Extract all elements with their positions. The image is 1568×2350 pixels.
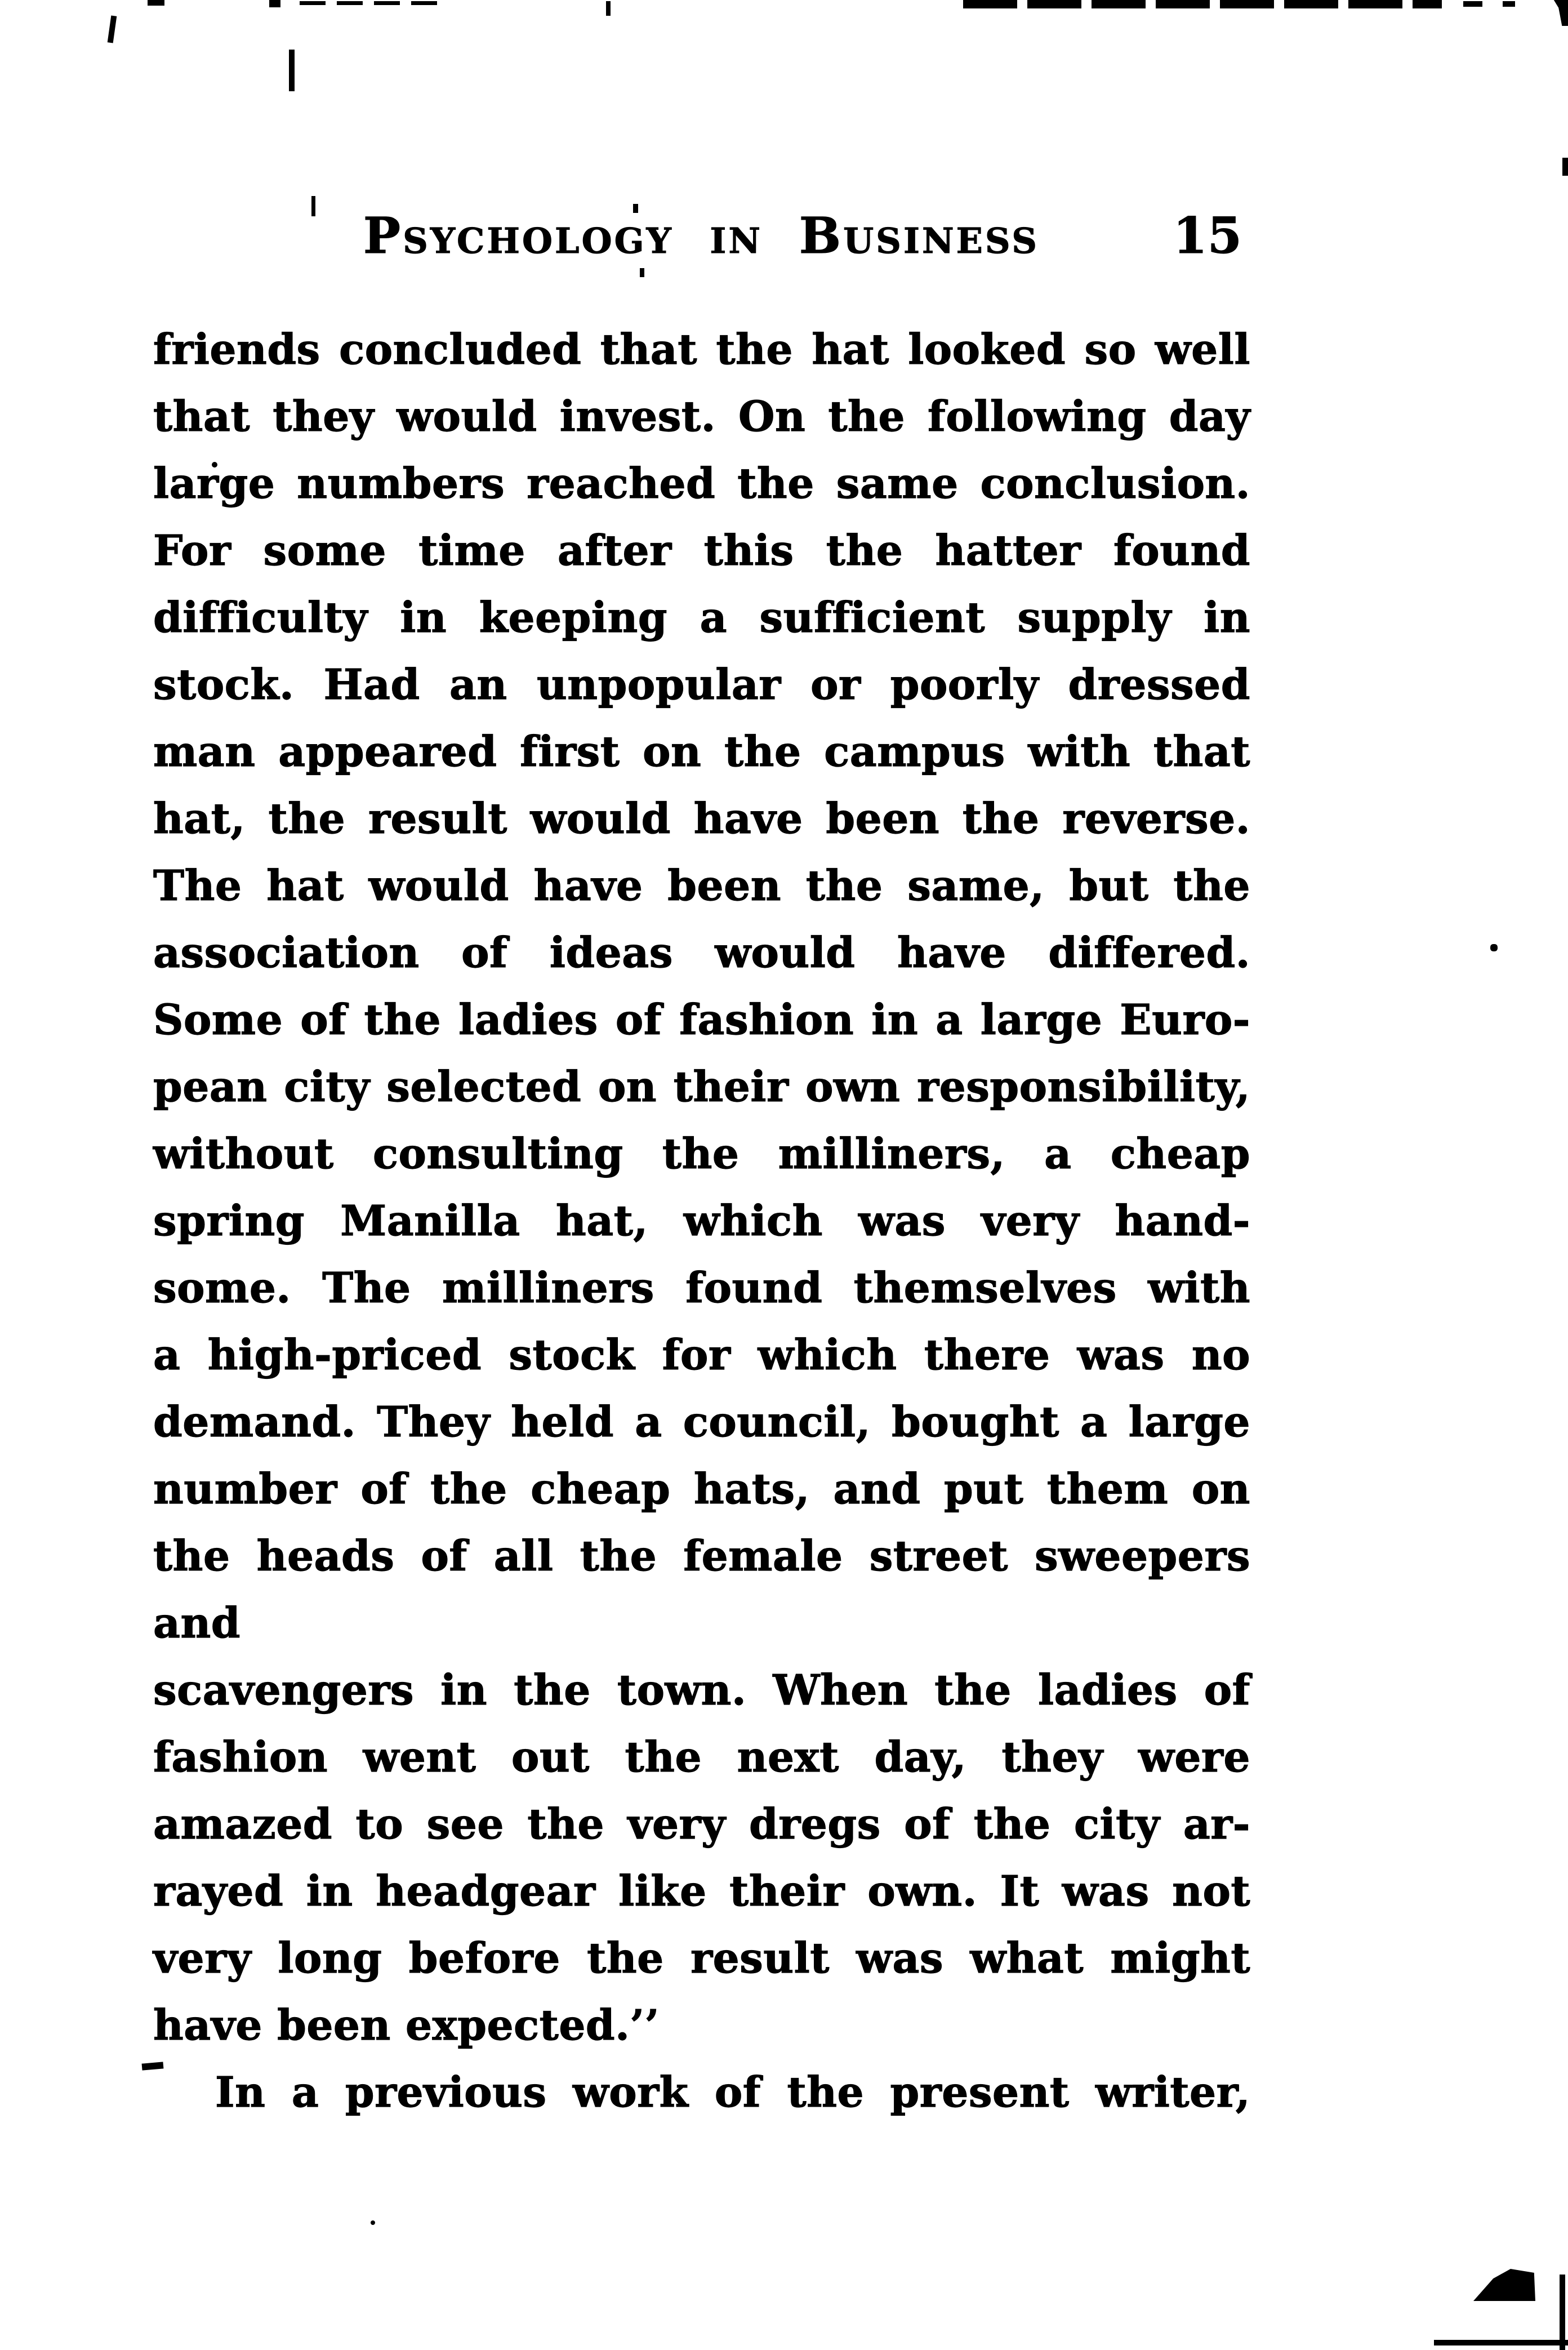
text-line: scavengers in the town. When the ladies of [153, 1666, 1250, 1715]
text-line: In a previous work of the present writer, [215, 2068, 1250, 2117]
scan-artifact-top-tick [606, 1, 611, 16]
text-line: large numbers reached the same conclusion. [153, 460, 1250, 508]
scan-artifact-right-edge-tick [1562, 158, 1568, 176]
text-line: that they would invest. On the following day [153, 393, 1250, 441]
scan-artifact-top-dash [269, 0, 280, 7]
scan-artifact-corner-wedge [1473, 2269, 1535, 2301]
text-line: association of ideas would have differed. [153, 929, 1250, 977]
page-title: Psychology in Business [363, 206, 1040, 265]
scan-artifact-top-left-tick [108, 16, 117, 43]
text-line: number of the cheap hats, and put them on [153, 1465, 1250, 1514]
text-line: demand. They held a council, bought a large [153, 1398, 1250, 1447]
text-line: without consulting the milliners, a cheap [153, 1130, 1250, 1178]
scan-artifact-corner-vline [1560, 2275, 1565, 2350]
scan-artifact-margin-dot [1490, 944, 1498, 951]
text-line: spring Manilla hat, which was very hand- [153, 1197, 1250, 1245]
scan-artifact-top-dashed-line [300, 1, 440, 5]
page-number: 15 [1173, 206, 1242, 265]
text-line: Some of the ladies of fashion in a large Euro- [153, 996, 1250, 1044]
scan-artifact-top-streak [963, 0, 1442, 8]
text-line: fashion went out the next day, they were [153, 1733, 1250, 1782]
body-text [153, 317, 1250, 2126]
scan-artifact-top-dash [1503, 1, 1515, 7]
text-line: friends concluded that the hat looked so well [153, 326, 1250, 374]
text-line: very long before the result was what might [153, 1934, 1250, 1983]
scan-artifact-top-dash [1463, 1, 1482, 7]
scan-artifact-top-right-corner [1552, 0, 1568, 26]
text-line: have been expected.’’ [153, 2001, 660, 2050]
text-line: rayed in headgear like their own. It was not [153, 1867, 1250, 1916]
text-line: For some time after this the hatter found [153, 527, 1250, 575]
text-line: hat, the result would have been the reverse. [153, 795, 1250, 843]
text-line: a high-priced stock for which there was no [153, 1331, 1250, 1379]
text-line: amazed to see the very dregs of the city ar- [153, 1800, 1250, 1849]
text-line: The hat would have been the same, but the [153, 862, 1250, 910]
text-line: pean city selected on their own responsibility, [153, 1063, 1250, 1111]
scan-artifact-corner-hline [1434, 2340, 1568, 2345]
text-line: stock. Had an unpopular or poorly dressed [153, 661, 1250, 709]
text-line: the heads of all the female street sweepers and [153, 1532, 1250, 1648]
scan-artifact-dot [371, 2220, 375, 2225]
text-line: difficulty in keeping a sufficient supply in [153, 594, 1250, 642]
scan-artifact-left-vertical-tick [289, 50, 295, 91]
text-line: man appeared first on the campus with that [153, 728, 1250, 776]
scan-artifact-top-dash [148, 0, 164, 6]
text-line: some. The milliners found themselves with [153, 1264, 1250, 1312]
running-head [152, 207, 1250, 275]
